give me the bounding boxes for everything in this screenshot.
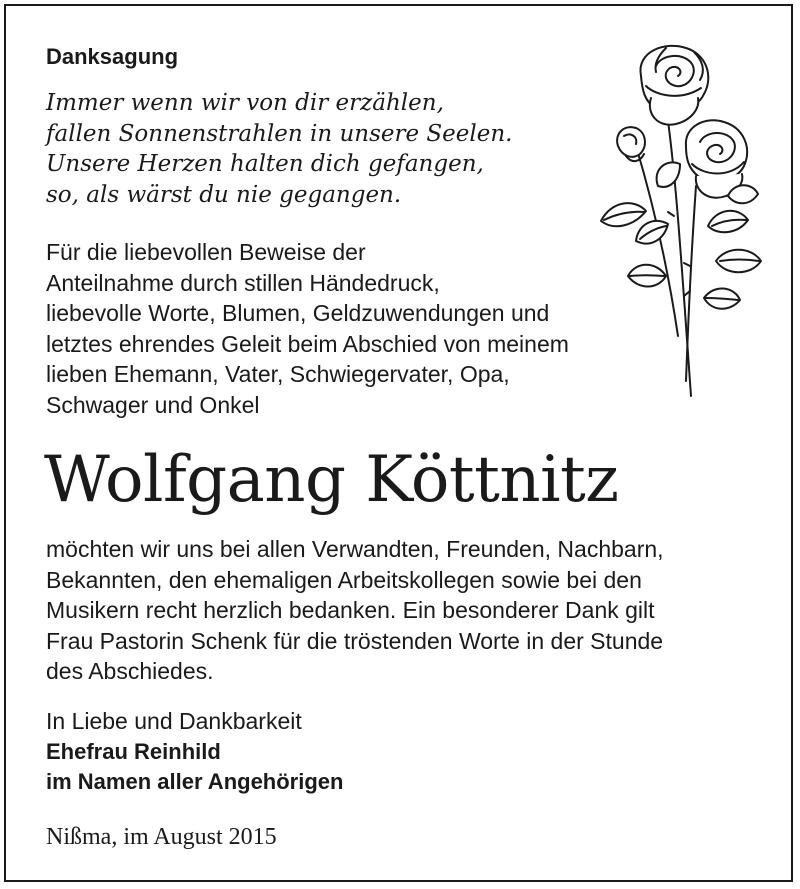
poem-line: Immer wenn wir von dir erzählen, bbox=[46, 90, 444, 116]
thanks-line: Frau Pastorin Schenk für die tröstenden Worte in der Stunde bbox=[46, 627, 664, 654]
intro-line: Schwager und Onkel bbox=[46, 391, 260, 418]
leaf bbox=[601, 203, 646, 226]
rose-bloom bbox=[640, 46, 708, 125]
rose-bud bbox=[617, 127, 645, 161]
poem-line: Unsere Herzen halten dich gefangen, bbox=[46, 151, 484, 177]
deceased-name: Wolfgang Köttnitz bbox=[44, 443, 619, 517]
thanks-line: möchten wir uns bei allen Verwandten, Freunden, Nachbarn, bbox=[46, 536, 664, 562]
leaf bbox=[657, 162, 680, 186]
intro-line: lieben Ehemann, Vater, Schwiegervater, Opa, bbox=[46, 361, 510, 388]
place-date: Nißma, im August 2015 bbox=[46, 824, 277, 850]
leaf bbox=[636, 221, 668, 244]
signer-note: im Namen aller Angehörigen bbox=[46, 769, 344, 795]
roses-illustration bbox=[596, 36, 771, 401]
poem-line: fallen Sonnenstrahlen in unsere Seelen. bbox=[46, 120, 513, 147]
thanks-text bbox=[46, 534, 766, 687]
poem-line: so, als wärst du nie gegangen. bbox=[46, 181, 402, 208]
intro-line: letztes ehrendes Geleit beim Abschied von meinem bbox=[46, 330, 569, 357]
notice-heading: Danksagung bbox=[46, 44, 179, 69]
intro-line: liebevolle Worte, Blumen, Geldzuwendungen und bbox=[46, 300, 550, 327]
stem bbox=[686, 186, 696, 381]
poem bbox=[46, 88, 606, 210]
closing-line: In Liebe und Dankbarkeit bbox=[46, 708, 302, 734]
thanks-line: Musikern recht herzlich bedanken. Ein besonderer Dank gilt bbox=[46, 597, 655, 624]
thanks-line: des Abschiedes. bbox=[46, 658, 214, 685]
intro-line: Anteilnahme durch stillen Händedruck, bbox=[46, 269, 440, 296]
signer-name: Ehefrau Reinhild bbox=[46, 738, 221, 764]
thanks-line: Bekannten, den ehemaligen Arbeitskollegen sowie bei den bbox=[46, 566, 642, 593]
closing-block bbox=[46, 706, 646, 798]
intro-text bbox=[46, 237, 646, 421]
intro-line: Für die liebevollen Beweise der bbox=[46, 239, 366, 265]
